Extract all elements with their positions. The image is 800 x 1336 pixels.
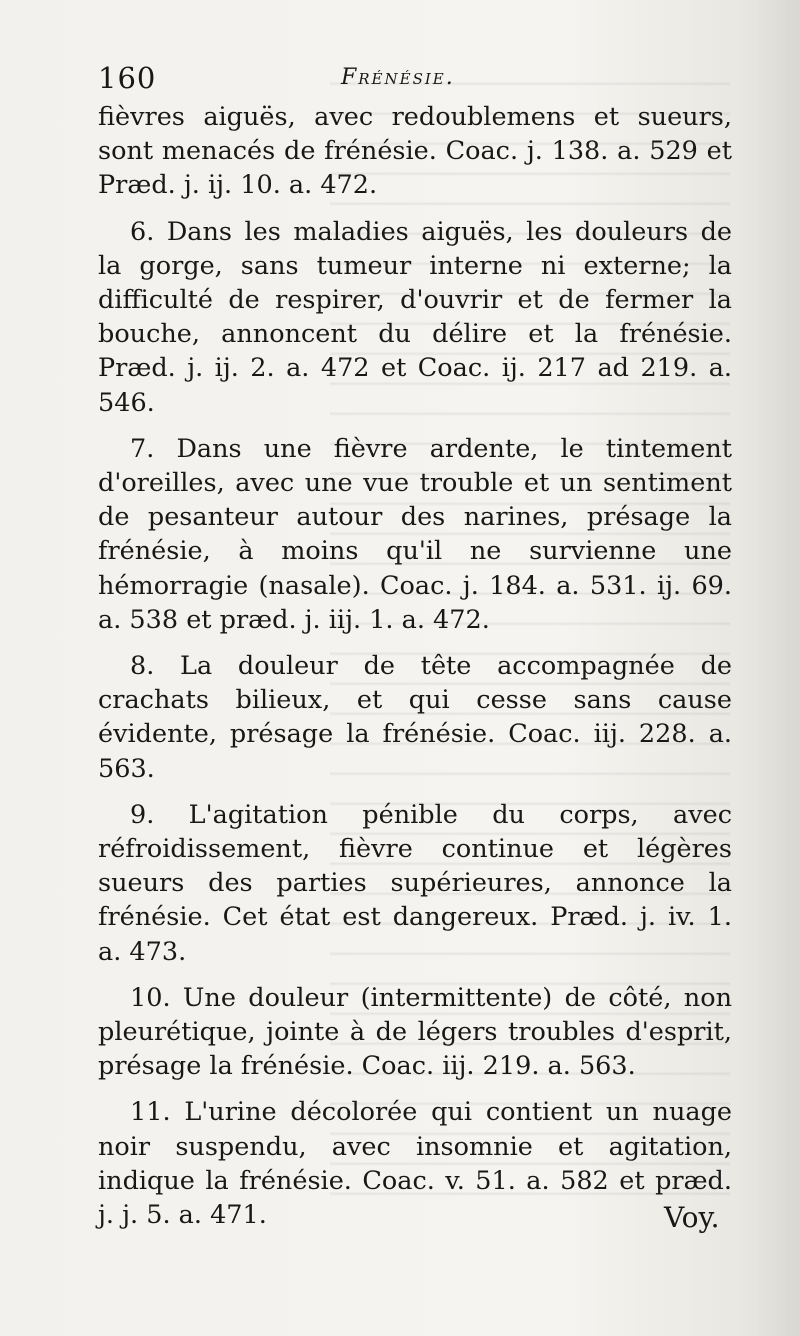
page-number: 160 xyxy=(98,61,157,95)
page-body xyxy=(98,100,732,1232)
page-header xyxy=(98,58,718,98)
paragraph-7: 7. Dans une fièvre ardente, le tintement d'oreilles, avec une vue trouble et un sentiment de pesanteur autour des narines, présage la frénésie, à moins qu'il ne survienne une hémorragie (nasale). Coac. j. 184. a. 531. ij. 69. a. 538 et præd. j. iij. 1. a. 472. xyxy=(98,433,732,635)
paragraph-6: 6. Dans les maladies aiguës, les douleurs de la gorge, sans tumeur interne ni externe; la difficulté de respirer, d'ouvrir et de fermer la bouche, annoncent du délire et la frénésie. Præd. j. ij. 2. a. 472 et Coac. ij. 217 ad 219. a. 546. xyxy=(98,216,732,418)
paragraph-8: 8. La douleur de tête accompagnée de crachats bilieux, et qui cesse sans cause évidente, présage la frénésie. Coac. iij. 228. a. 563. xyxy=(98,651,732,784)
paragraph-10: 10. Une douleur (intermittente) de côté, non pleurétique, jointe à de légers troubles d'esprit, présage la frénésie. Coac. iij. 219. a. 563. xyxy=(98,982,732,1082)
paragraph-9: 9. L'agitation pénible du corps, avec réfroidissement, fièvre continue et légères sueurs des parties supérieures, annonce la frénésie. Cet état est dangereux. Præd. j. iv. 1. a. 473. xyxy=(98,799,732,967)
running-title: Frénésie. xyxy=(341,65,455,90)
paragraph-11: 11. L'urine décolorée qui contient un nuage noir suspendu, avec insomnie et agitation, indique la frénésie. Coac. v. 51. a. 582 et præd. j. j. 5. a. 471. xyxy=(98,1097,732,1231)
paragraph-continuation: fièvres aiguës, avec redoublemens et sueurs, sont menacés de frénésie. Coac. j. 138. a. 529 et Præd. j. ij. 10. a. 472. xyxy=(98,102,732,201)
catchword: Voy. xyxy=(664,1201,720,1234)
